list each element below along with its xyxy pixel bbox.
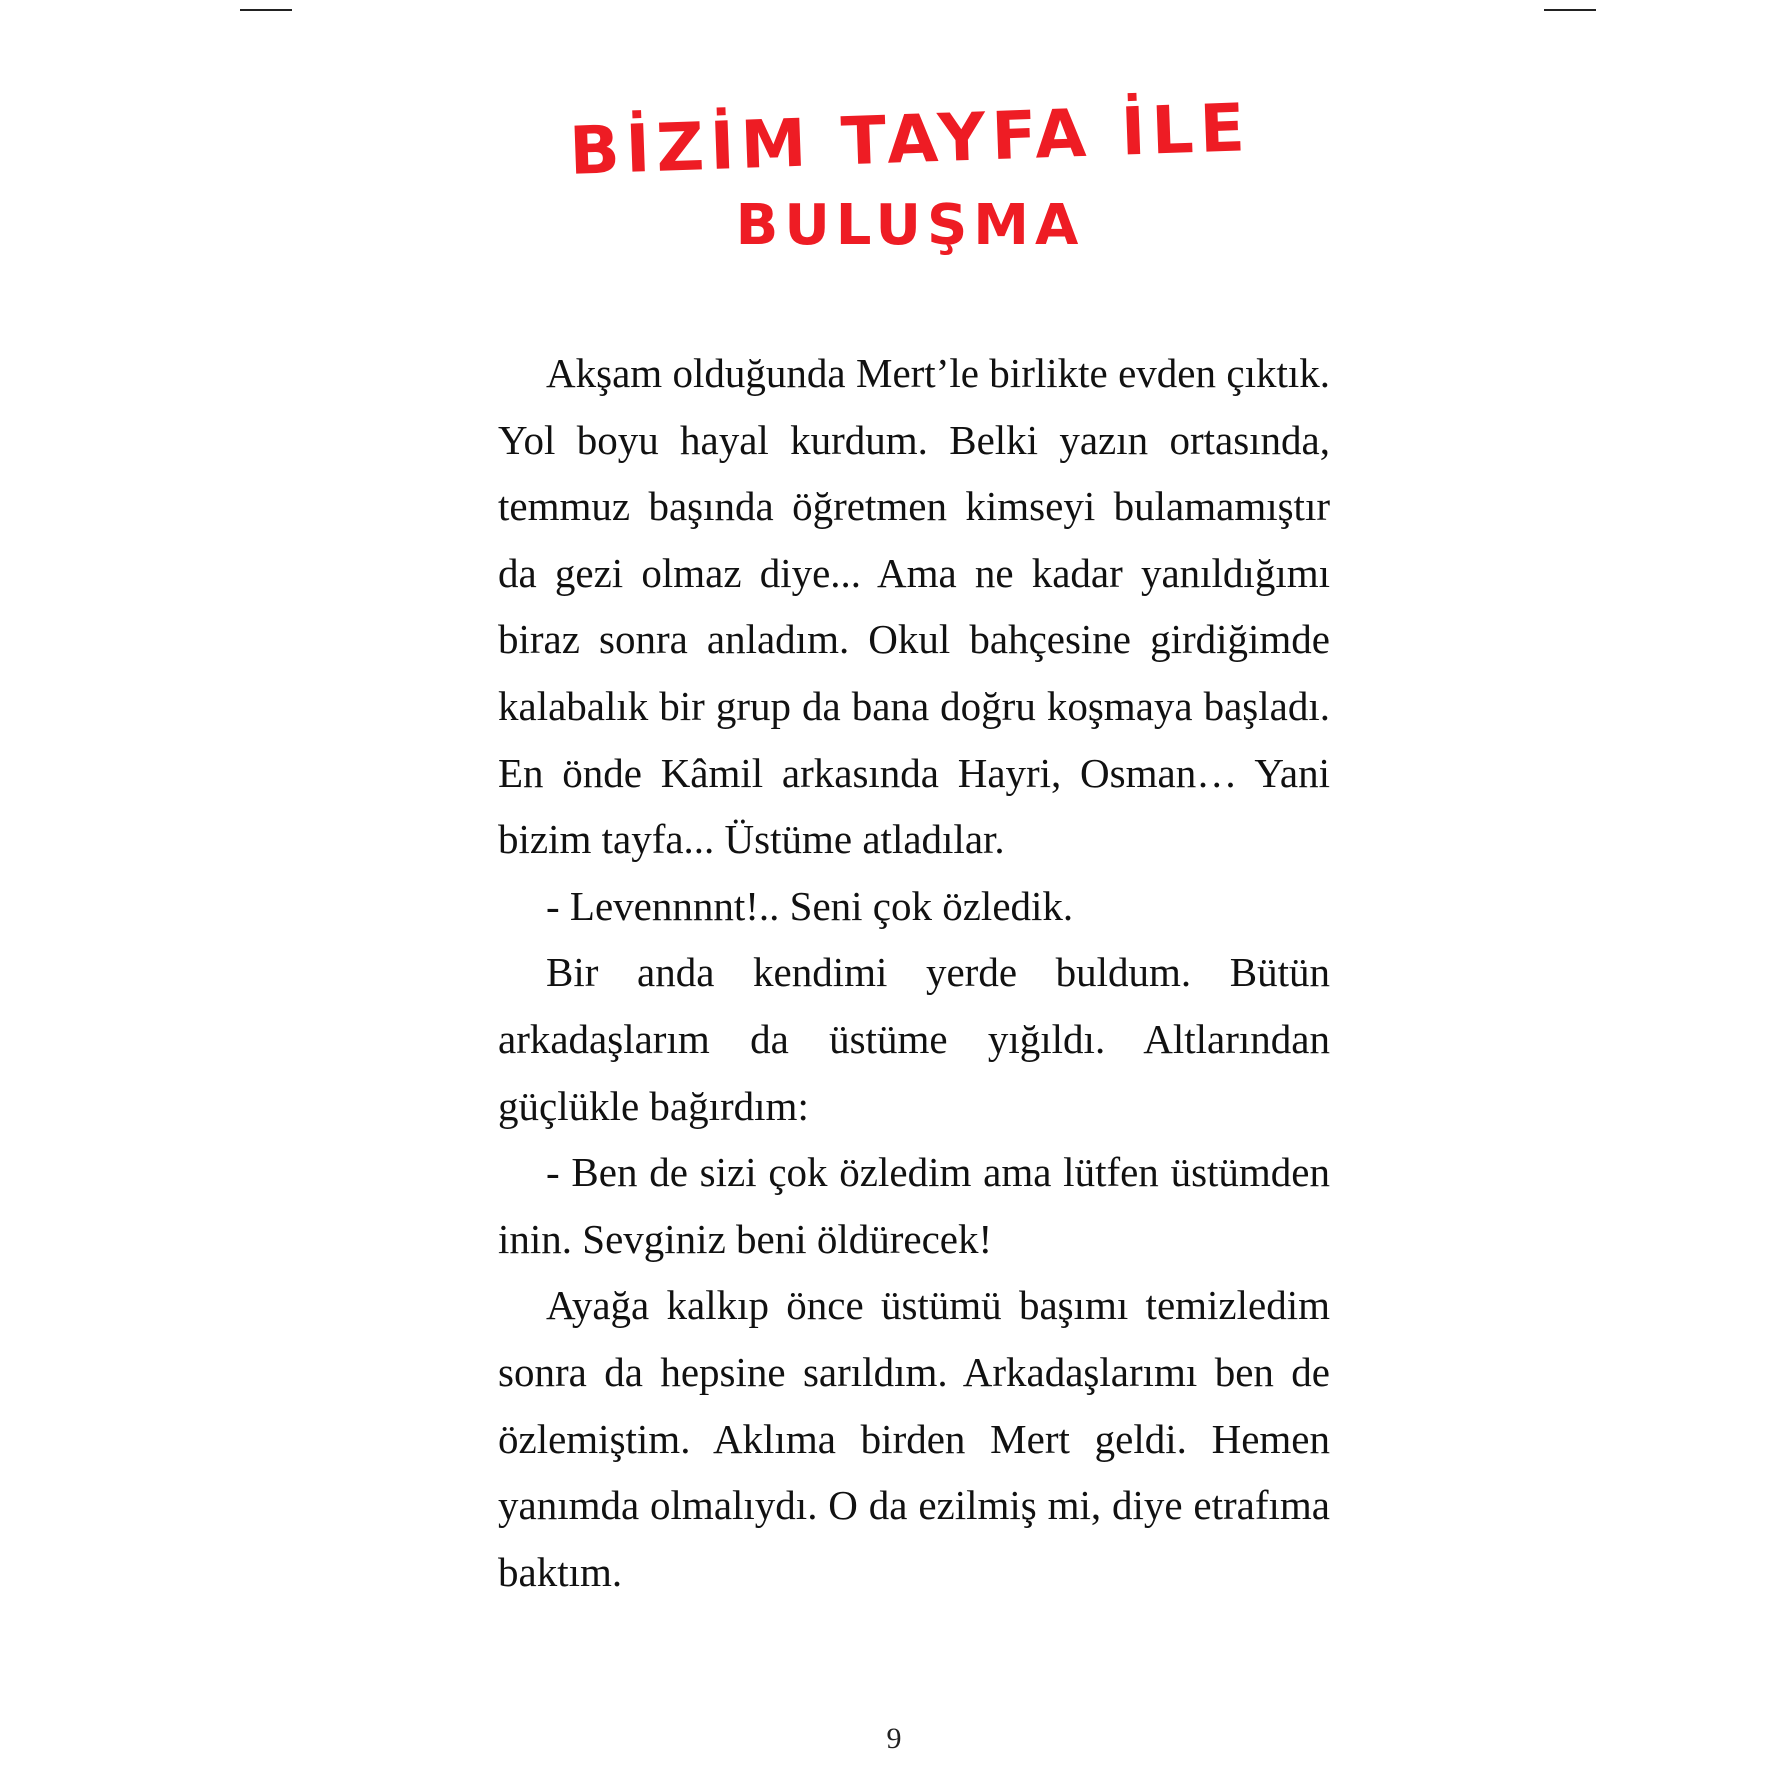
chapter-title-line-1: BİZİM TAYFA İLE [568, 89, 1252, 190]
paragraph-2: Bir anda kendimi yerde buldum. Bütün arkadaşlarım da üstüme yığıldı. Altlarından güçlükle bağırdım: [498, 949, 1330, 1129]
dialogue-line-1: - Levennnnt!.. Seni çok özledik. [546, 882, 1074, 929]
dialogue-line-2: - Ben de sizi çok özledim ama lütfen üstümden inin. Sevginiz beni öldürecek! [498, 1149, 1330, 1262]
crop-mark-left [240, 9, 292, 11]
chapter-title [560, 89, 1260, 266]
chapter-title-line-2: BULUŞMA [735, 193, 1085, 258]
chapter-body [498, 340, 1330, 1605]
page-number: 9 [886, 1722, 902, 1755]
paragraph-3: Ayağa kalkıp önce üstümü başımı temizledim sonra da hepsine sarıldım. Arkadaşlarımı ben de özlemiştim. Aklıma birden Mert geldi. Hemen yanımda olmalıydı. O da ezilmiş mi, diye etrafıma baktım. [498, 1282, 1330, 1595]
paragraph-1: Akşam olduğunda Mert’le birlikte evden çıktık. Yol boyu hayal kurdum. Belki yazın ortasında, temmuz başında öğretmen kimseyi bulamamıştır da gezi olmaz diye... Ama ne kadar yanıldığımı biraz sonra anladım. Okul bahçesine girdiğimde kalabalık bir grup da bana doğru koşmaya başladı. En önde Kâmil arkasında Hayri, Osman… Yani bizim tayfa... Üstüme atladılar. [498, 350, 1330, 863]
crop-mark-right [1544, 9, 1596, 11]
